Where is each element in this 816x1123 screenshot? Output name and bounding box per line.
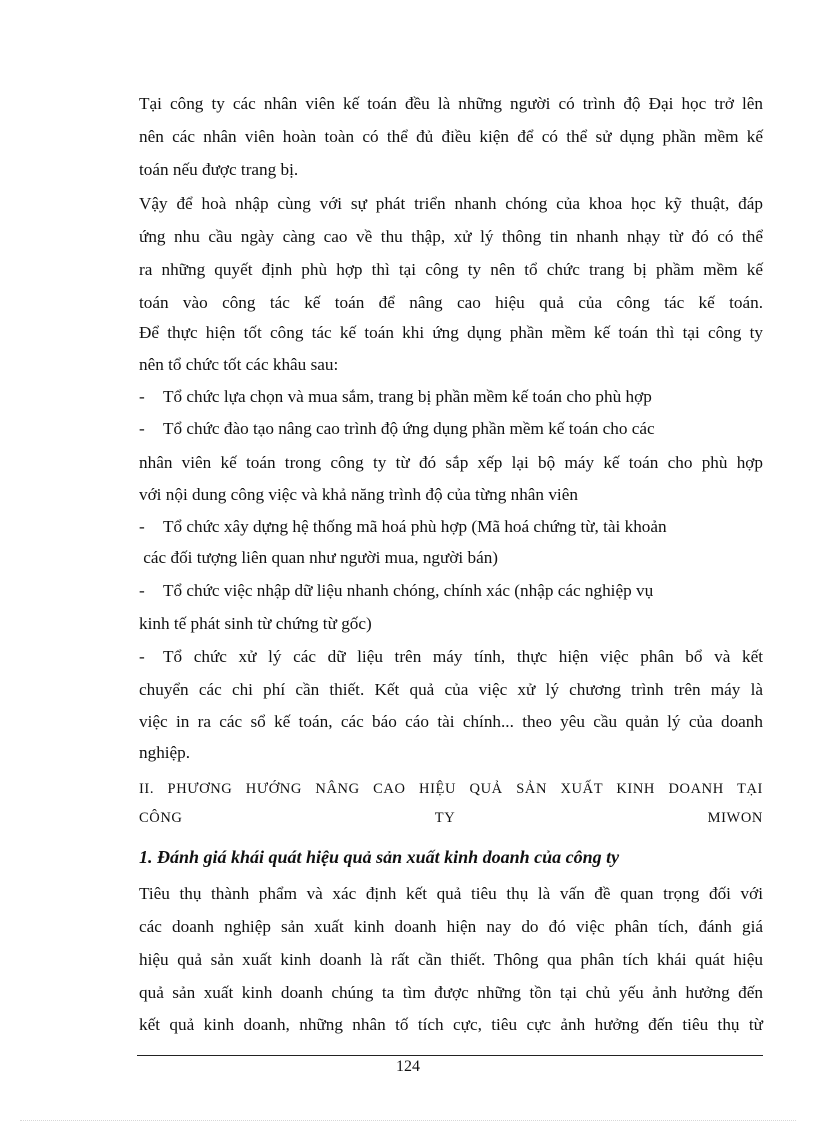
- text-line: việc in ra các sổ kế toán, các báo cáo tài chính... theo yêu cầu quản lý của doanh: [139, 712, 763, 731]
- text-line: Tại công ty các nhân viên kế toán đều là những người có trình độ Đại học trở lên: [139, 94, 763, 113]
- bullet-marker: -: [139, 419, 145, 438]
- section-heading: II. PHƯƠNG HƯỚNG NÂNG CAO HIỆU QUẢ SẢN XUẤT KINH DOANH TẠI: [139, 781, 763, 797]
- bullet-text: Tổ chức đào tạo nâng cao trình độ ứng dụng phần mềm kế toán cho các: [163, 419, 655, 438]
- text-line: kết quả kinh doanh, những nhân tố tích cực, tiêu cực ảnh hưởng đến tiêu thụ từ: [139, 1015, 763, 1034]
- text-line: các đối tượng liên quan như người mua, người bán): [139, 548, 499, 567]
- footer-rule: [137, 1055, 763, 1056]
- text-line: các doanh nghiệp sản xuất kinh doanh hiện nay do đó việc phân tích, đánh giá: [139, 917, 763, 936]
- text-line: ứng nhu cầu ngày càng cao về thu thập, xử lý thông tin nhanh nhạy từ đó có thể: [139, 227, 763, 246]
- text-line: toán nếu được trang bị.: [139, 160, 299, 179]
- text-line: nên các nhân viên hoàn toàn có thể đủ điều kiện để có thể sử dụng phần mềm kế: [139, 127, 763, 146]
- page-number: 124: [396, 1058, 420, 1075]
- text-line: Vậy để hoà nhập cùng với sự phát triển nhanh chóng của khoa học kỹ thuật, đáp: [139, 194, 763, 213]
- heading-word: TY: [434, 810, 456, 826]
- bullet-marker: -: [139, 387, 145, 406]
- heading-word: CÔNG: [139, 810, 183, 826]
- text-line: quả sản xuất kinh doanh chúng ta tìm được những tồn tại chủ yếu ảnh hưởng đến: [139, 983, 763, 1002]
- text-line: hiệu quả sản xuất kinh doanh là rất cần thiết. Thông qua phân tích khái quát hiệu: [139, 950, 763, 969]
- text-line: Để thực hiện tốt công tác kế toán khi ứng dụng phần mềm kế toán thì tại công ty: [139, 323, 763, 342]
- bullet-text: Tổ chức lựa chọn và mua sắm, trang bị phần mềm kế toán cho phù hợp: [163, 387, 652, 406]
- text-line: chuyển các chi phí cần thiết. Kết quả của việc xử lý chương trình trên máy là: [139, 680, 763, 699]
- text-line: nên tổ chức tốt các khâu sau:: [139, 355, 339, 374]
- text-line: nghiệp.: [139, 743, 191, 762]
- text-line: với nội dung công việc và khả năng trình độ của từng nhân viên: [139, 485, 578, 504]
- text-line: Tiêu thụ thành phẩm và xác định kết quả tiêu thụ là vấn đề quan trọng đối với: [139, 884, 763, 903]
- bullet-marker: -: [139, 517, 145, 536]
- bullet-text: Tổ chức việc nhập dữ liệu nhanh chóng, chính xác (nhập các nghiệp vụ: [163, 581, 654, 600]
- bullet-marker: -: [139, 647, 145, 666]
- bullet-text: Tổ chức xử lý các dữ liệu trên máy tính, thực hiện việc phân bổ và kết: [163, 647, 763, 666]
- heading-word: MIWON: [707, 810, 763, 826]
- section-heading-continued: [139, 807, 763, 829]
- text-line: ra những quyết định phù hợp thì tại công ty nên tổ chức trang bị phầm mềm kế: [139, 260, 763, 279]
- bullet-marker: -: [139, 581, 145, 600]
- text-line: nhân viên kế toán trong công ty từ đó sắp xếp lại bộ máy kế toán cho phù hợp: [139, 453, 763, 472]
- bullet-text: Tổ chức xây dựng hệ thống mã hoá phù hợp (Mã hoá chứng từ, tài khoản: [163, 517, 667, 536]
- page-break-divider: [20, 1120, 796, 1121]
- subsection-heading: 1. Đánh giá khái quát hiệu quả sản xuất kinh doanh của công ty: [139, 847, 620, 867]
- text-line: toán vào công tác kế toán để nâng cao hiệu quả của công tác kế toán.: [139, 293, 763, 312]
- text-line: kinh tế phát sinh từ chứng từ gốc): [139, 614, 372, 633]
